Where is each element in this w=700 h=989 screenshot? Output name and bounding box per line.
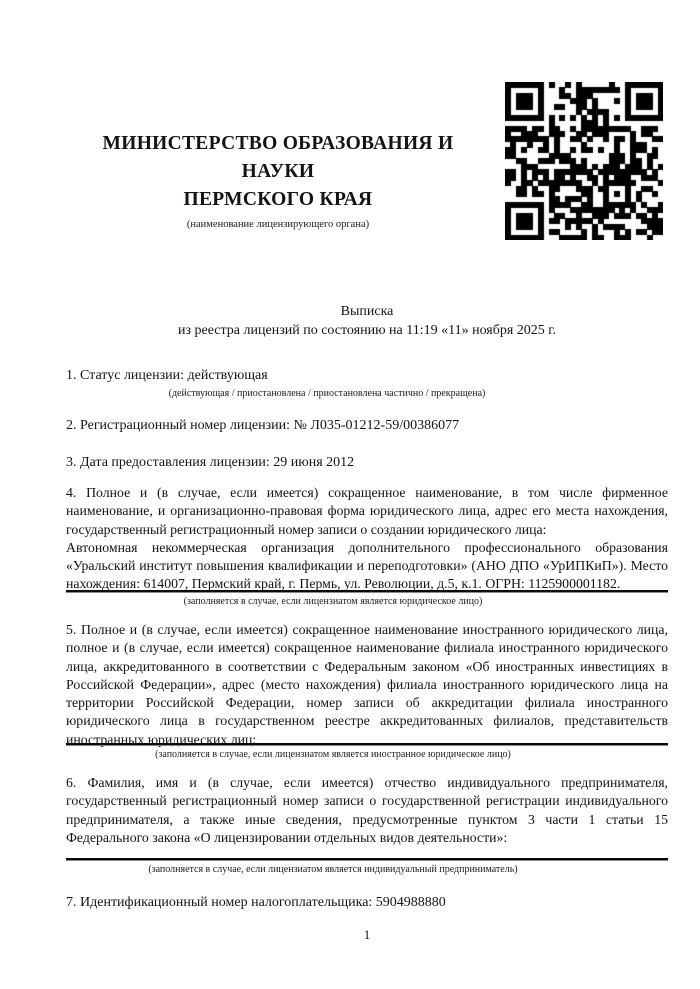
item-6-entrepreneur [66,774,668,847]
item-5-caption [66,748,668,761]
qr-code-canvas [505,82,663,240]
authority-name-line2: ПЕРМСКОГО КРАЯ [183,189,373,210]
page-number: 1 [363,927,371,942]
item-4-legal-entity [66,484,668,594]
item-4-label: 4. Полное и (в случае, если имеется) сокращенное наименование, в том числе фирменное наименование, и организационно-правовая форма юридического лица, адрес его места нахождения, государственный регистрационный номер записи о создании юридического лица: [66,485,668,537]
licensing-authority-header [66,130,490,231]
item-5-caption-text: (заполняется в случае, если лицензиатом является иностранное юридическое лицо) [155,749,511,760]
authority-caption: (наименование лицензирующего органа) [186,219,370,230]
item-1-caption-text: (действующая / приостановлена / приостановлена частично / прекращена) [168,388,486,399]
document-title [66,302,668,340]
item-6-caption [66,863,668,876]
item-4-caption-text: (заполняется в случае, если лицензиатом является юридическое лицо) [183,596,483,607]
item-6-caption-text: (заполняется в случае, если лицензиатом является индивидуальный предприниматель) [148,864,518,875]
item-5-foreign-entity [66,621,668,749]
item-4-caption [66,595,668,608]
item-6-fill-line [66,858,668,861]
item-5-label: 5. Полное и (в случае, если имеется) сокращенное наименование иностранного юридического лица, полное и (в случае, если имеется) сокращенное наименование филиала иностранного юридического лица, аккредитованного в соответствии с Федеральным законом «Об иностранных инвестициях в Российской Федерации», адрес (место нахождения) филиала иностранного юридического лица на территории Российской Федерации, номер записи об аккредитации филиала иностранного юридического лица в государственном реестре аккредитованных филиалов, представительств иностранных юридических лиц: [66,622,668,747]
authority-name-line1: МИНИСТЕРСТВО ОБРАЗОВАНИЯ И НАУКИ [102,133,454,182]
item-4-fill-line [66,590,668,593]
item-4-value: Автономная некоммерческая организация дополнительного профессионального образования «Уральский институт повышения квалификации и переподготовки» (АНО ДПО «УрИПКиП»). Место нахождения: 614007, Пермский край, г. Пермь, ул. Революции, д.5, к.1. ОГРН: 1125900001182. [66,539,668,592]
item-7-taxpayer-id: 7. Идентификационный номер налогоплательщика: 5904988880 [66,895,446,910]
item-6-label: 6. Фамилия, имя и (в случае, если имеется) отчество индивидуального предпринимателя, государственный регистрационный номер записи о государственной регистрации индивидуального предпринимателя, а также иные сведения, предусмотренные пунктом 3 части 1 статьи 15 Федерального закона «О лицензировании отдельных видов деятельности»: [66,775,668,845]
qr-code-icon [505,82,663,240]
item-1-license-status: 1. Статус лицензии: действующая [66,368,268,383]
item-2-registration-number: 2. Регистрационный номер лицензии: № Л035-01212-59/00386077 [66,418,460,433]
item-3-grant-date: 3. Дата предоставления лицензии: 29 июня 2012 [66,455,355,470]
document-title-line1: Выписка [340,304,394,319]
item-5-fill-line [66,743,668,746]
document-title-line2: из реестра лицензий по состоянию на 11:19 «11» ноября 2025 г. [178,323,556,338]
item-1-caption [66,387,668,400]
